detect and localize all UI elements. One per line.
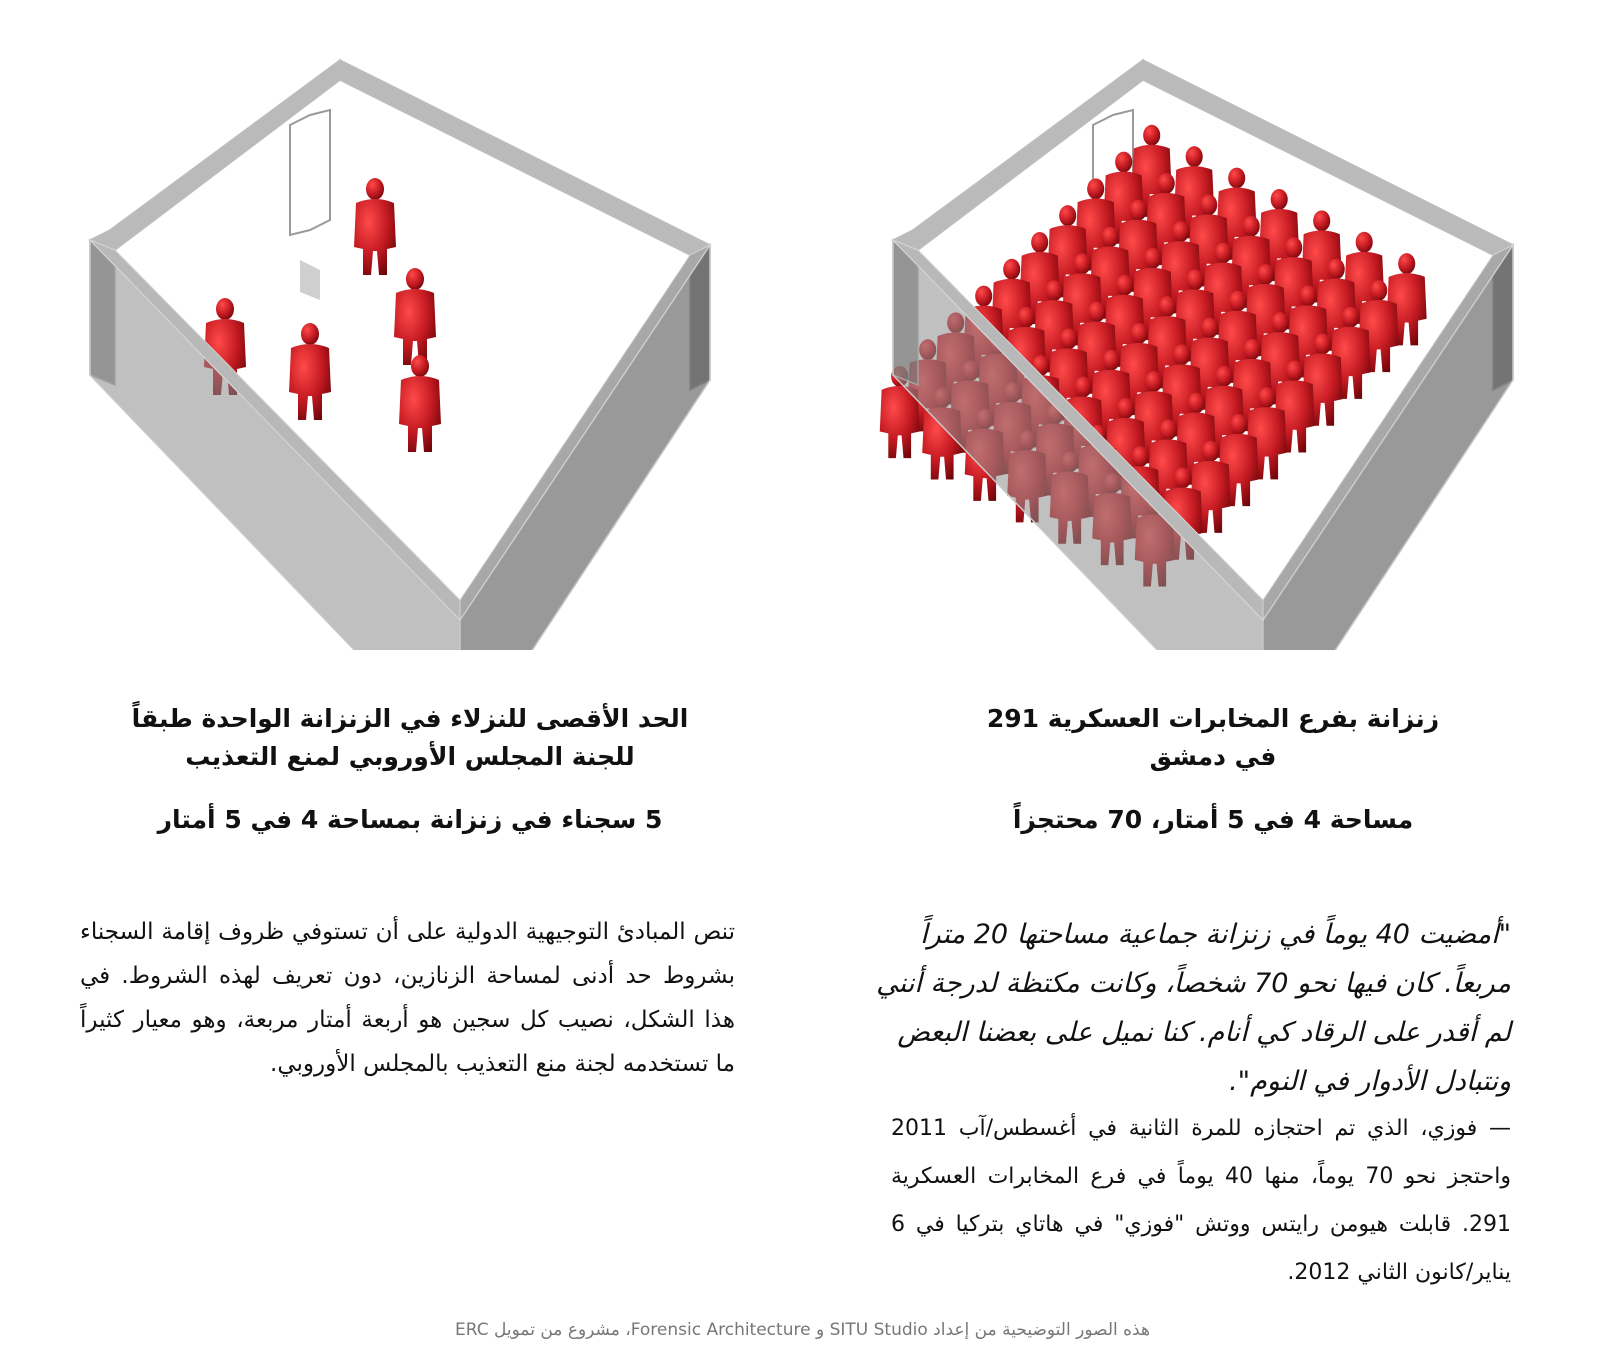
- testimony-quote: "أمضيت 40 يوماً في زنزانة جماعية مساحتها 20 متراً مربعاً. كان فيها نحو 70 شخصاً، وكانت مكتظة لدرجة أنني لم أقدر على الرقاد كي أنام. كنا نميل على بعضنا البعض ونتبادل الأدوار في النوم".: [876, 919, 1511, 1097]
- testimony-attribution: — فوزي، الذي تم احتجازه للمرة الثانية في أغسطس/آب 2011 واحتجز نحو 70 يوماً، منها 40 يوماً في فرع المخابرات العسكرية 291. قابلت هيومن رايتس ووتش "فوزي" في هاتاي بتركيا في 6 يناير/كانون الثاني 2012.: [891, 1116, 1511, 1285]
- cell-illustration-crowded: [863, 40, 1563, 650]
- left-title-line2: للجنة المجلس الأوروبي لمنع التعذيب: [185, 742, 635, 771]
- left-subtitle: 5 سجناء في زنزانة بمساحة 4 في 5 أمتار: [157, 805, 663, 834]
- left-title: [60, 700, 760, 776]
- right-title-line1: زنزانة بفرع المخابرات العسكرية 291: [986, 704, 1440, 733]
- right-title: [863, 700, 1563, 776]
- left-panel: [0, 0, 802, 1290]
- left-title-line1: الحد الأقصى للنزلاء في الزنزانة الواحدة طبقاً: [131, 704, 689, 733]
- cell-door: [290, 110, 330, 235]
- right-title-line2: في دمشق: [1149, 742, 1277, 771]
- right-panel: [803, 0, 1605, 1290]
- cell-illustration-small: [60, 40, 760, 650]
- right-subtitle: مساحة 4 في 5 أمتار، 70 محتجزاً: [1012, 805, 1414, 834]
- image-credit: هذه الصور التوضيحية من إعداد SITU Studio و Forensic Architecture، مشروع من تمويل ERC: [455, 1320, 1150, 1340]
- left-body-text: تنص المبادئ التوجيهية الدولية على أن تستوفي ظروف إقامة السجناء بشروط حد أدنى لمساحة الزنازين، دون تعريف لهذه الشروط. في هذا الشكل، نصيب كل سجين هو أربعة أمتار مربعة، وهو معيار كثيراً ما تستخدمه لجنة منع التعذيب بالمجلس الأوروبي.: [80, 919, 735, 1077]
